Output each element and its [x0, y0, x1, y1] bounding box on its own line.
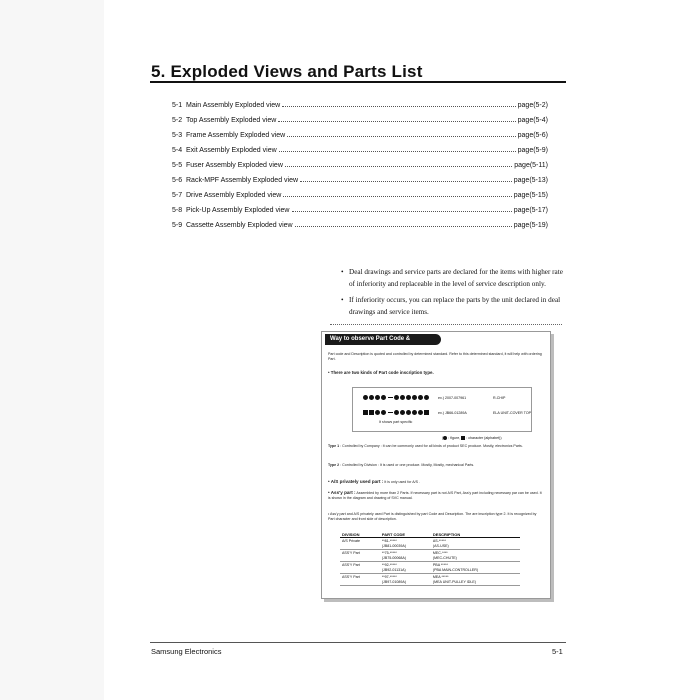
header-description: DESCRIPTION	[431, 532, 520, 538]
toc-title: Exit Assembly Exploded view	[186, 147, 277, 154]
code-desc-2: ELA UNIT-COVER TOP	[493, 411, 532, 415]
toc-leader-dots	[279, 151, 516, 152]
table-row	[340, 550, 520, 562]
part-code-figure	[321, 331, 556, 603]
toc-number: 5-3	[172, 132, 183, 139]
part-code-cell: **81-***** (JB81-00039A)	[380, 538, 431, 550]
description-cell: MEA ***** (MEA UNIT-PULLEY IDLE)	[431, 574, 520, 586]
division-table	[340, 532, 520, 586]
toc-number: 5-5	[172, 162, 183, 169]
footer-company: Samsung Electronics	[151, 647, 222, 656]
square-symbol	[461, 436, 465, 440]
legend-character: : character (alphabet)	[466, 436, 501, 440]
toc-leader-dots	[283, 196, 511, 197]
type2-text: Type 2 : Controlled by Division : It is used or one produce. Mostly, Mostly, mechanical Parts.	[328, 463, 475, 467]
page-number: 5-1	[552, 647, 563, 656]
toc-leader-dots	[285, 166, 512, 167]
toc-title: Frame Assembly Exploded view	[186, 132, 286, 139]
assy-part-text: • Ass'y part : Assembled by more than 2 Parts. If necessary part is not A/S Part, Ass'y part including necessary par can be used. It is shown in the diagram and drawing of SVC manual.	[328, 490, 542, 500]
code-example-1: ex.) 2007-007961	[438, 396, 467, 400]
table-row	[340, 574, 520, 586]
section-title: 5. Exploded Views and Parts List	[151, 62, 423, 81]
kinds-title: • There are two kinds of Part code inscription type.	[328, 370, 434, 375]
note-item: • Deal drawings and service parts are declared for the items with higher rate of inferiority and replaceable in the level of service description only.	[341, 266, 565, 290]
description-cell: PBA ***** (PBA MAIN-CONTROLLER)	[431, 562, 520, 574]
notes	[341, 266, 565, 322]
toc-title: Rack-MPF Assembly Exploded view	[186, 177, 299, 184]
toc-entry	[172, 117, 548, 132]
toc-number: 5-2	[172, 117, 183, 124]
part-code-cell: **97-***** (JB97-01089A)	[380, 574, 431, 586]
toc-page: page(5-2)	[517, 102, 548, 109]
division-cell: A/S Private	[340, 538, 380, 550]
toc-page: page(5-15)	[513, 192, 548, 199]
figure-intro: Part code and Description is quoted and controlled by determined standard. Refer to this determined standard, it will help with ordering Part.	[328, 352, 542, 361]
toc-entry	[172, 192, 548, 207]
toc-page: page(5-6)	[517, 132, 548, 139]
footer-rule	[150, 642, 566, 643]
toc-number: 5-9	[172, 222, 183, 229]
toc-entry	[172, 177, 548, 192]
toc-number: 5-1	[172, 102, 183, 109]
figure-header: Way to observe Part Code & Description	[325, 334, 441, 345]
toc-leader-dots	[282, 106, 515, 107]
toc-entry	[172, 132, 548, 147]
description-cell: AS-***** (AS-USE)	[431, 538, 520, 550]
toc-title: Top Assembly Exploded view	[186, 117, 277, 124]
toc-page: page(5-11)	[514, 162, 548, 169]
toc-leader-dots	[287, 136, 515, 137]
description-cell: MEC-**** (MEC-CHUTE)	[431, 550, 520, 562]
toc-entry	[172, 162, 548, 177]
table-row	[340, 538, 520, 550]
page-margin	[0, 0, 104, 700]
note-item: • If inferiority occurs, you can replace the parts by the unit declared in deal drawings and service items.	[341, 294, 565, 318]
figure-box	[321, 331, 551, 599]
toc-number: 5-4	[172, 147, 183, 154]
toc-leader-dots	[278, 121, 515, 122]
table-row	[340, 562, 520, 574]
code-desc-1: R-CHIP	[493, 396, 506, 400]
toc-number: 5-7	[172, 192, 183, 199]
shows-part-note: It shows part specific	[379, 420, 413, 424]
toc-entry	[172, 147, 548, 162]
circle-symbol	[443, 436, 447, 440]
toc-leader-dots	[292, 211, 512, 212]
toc-entry	[172, 102, 548, 117]
distinguish-text: • Ass'y part and A/S privately used Part is distinguished by part Code and Description. The are inscription type 2. It is recognized by Part character and front side of description.	[328, 512, 537, 521]
toc-title: Pick-Up Assembly Exploded view	[186, 207, 290, 214]
toc-number: 5-8	[172, 207, 183, 214]
code-pattern-type2	[363, 410, 430, 416]
toc-title: Drive Assembly Exploded view	[186, 192, 282, 199]
type1-text: Type 1 : Controlled by Company : It can be commonly used for all kinds of product SEC produce. Mostly, electronics Parts.	[328, 444, 523, 448]
part-code-cell: **92-***** (JB92-01131A)	[380, 562, 431, 574]
header-division: DIVISION	[340, 532, 380, 538]
toc-page: page(5-9)	[517, 147, 548, 154]
as-private-text: • A/S privately used part : It is only used for A/S .	[328, 479, 421, 484]
code-type-box	[352, 387, 532, 432]
toc-entry	[172, 207, 548, 222]
toc-title: Cassette Assembly Exploded view	[186, 222, 293, 229]
toc-leader-dots	[295, 226, 512, 227]
dotted-separator	[330, 324, 562, 325]
toc-page: page(5-4)	[517, 117, 548, 124]
toc-leader-dots	[300, 181, 512, 182]
toc-title: Main Assembly Exploded view	[186, 102, 281, 109]
code-example-2: ex.) JB66-01289A	[438, 411, 467, 415]
division-cell: ASS'Y Part	[340, 562, 380, 574]
division-cell: ASS'Y Part	[340, 550, 380, 562]
toc-page: page(5-13)	[513, 177, 548, 184]
part-code-cell: **75-***** (JB75-00068A)	[380, 550, 431, 562]
toc-entry	[172, 222, 548, 237]
toc-title: Fuser Assembly Exploded view	[186, 162, 283, 169]
code-pattern-type1	[363, 395, 430, 401]
symbol-legend: : figure, : character (alphabet))	[442, 436, 502, 440]
toc-page: page(5-17)	[513, 207, 548, 214]
toc-number: 5-6	[172, 177, 183, 184]
header-part-code: PART CODE	[380, 532, 431, 538]
division-cell: ASS'Y Part	[340, 574, 380, 586]
legend-figure: : figure,	[448, 436, 461, 440]
title-underline	[150, 81, 566, 83]
toc-page: page(5-19)	[513, 222, 548, 229]
table-of-contents	[172, 102, 548, 237]
